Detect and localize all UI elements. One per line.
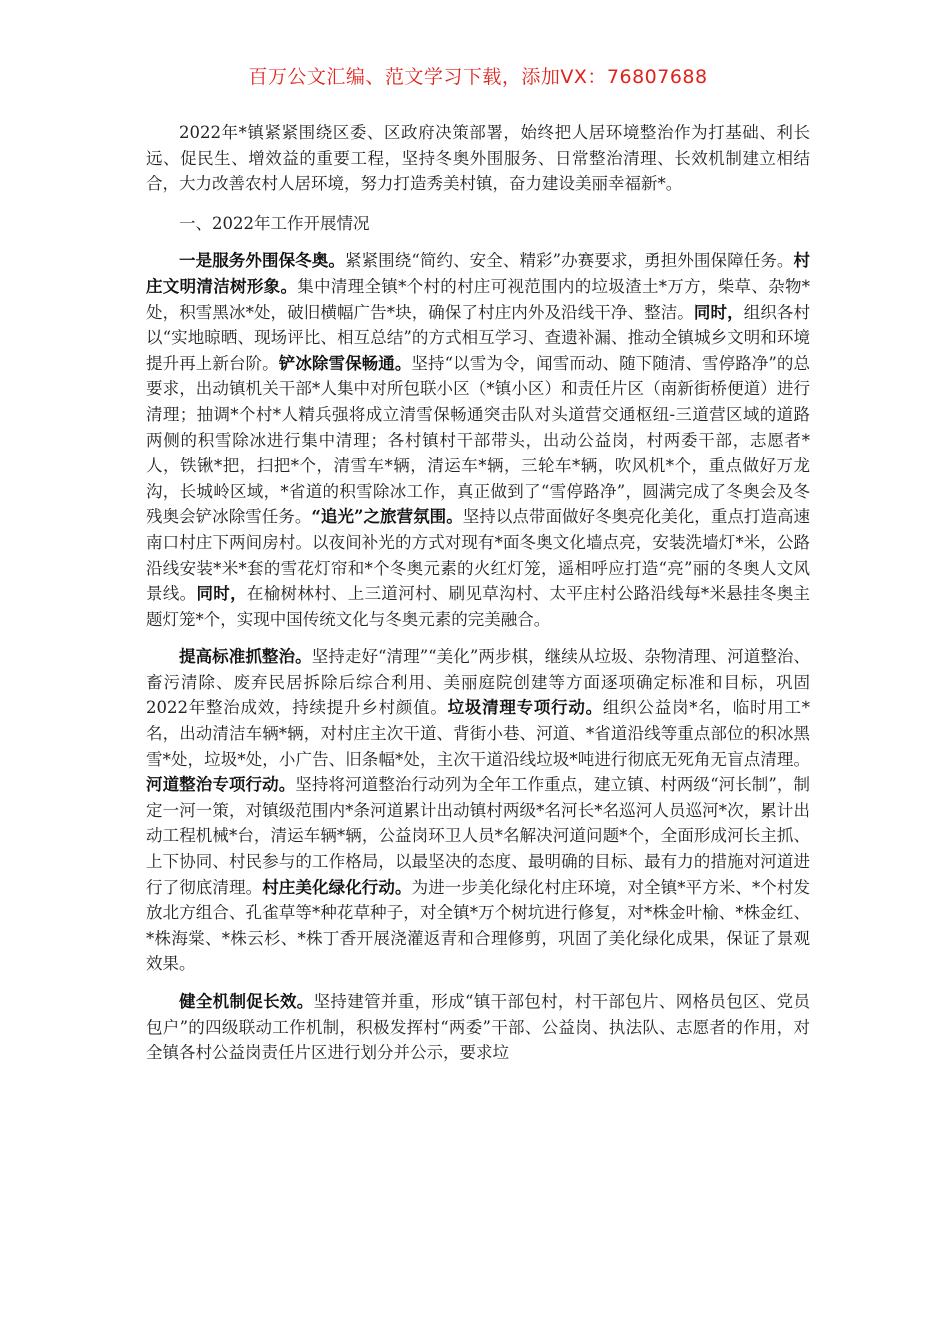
paragraph-text: 组织公益岗*名，临时用工*名，出动清洁车辆*辆，对村庄主次干道、背街小巷、河道、*省道沿线等重点部位的积冰黑雪*处，垃圾*处，小广告、旧条幅*处，主次干道沿线垃圾*吨进行彻底无死角无盲点清理。 xyxy=(146,698,811,769)
bold-lead-chasing-light: “追光”之旅营氛围。 xyxy=(311,507,463,527)
paragraph-long-term-mechanism xyxy=(146,989,810,1066)
bold-lead-snow-removal: 铲冰除雪保畅通。 xyxy=(278,353,412,373)
section-heading-2022-work: 一、2022年工作开展情况 xyxy=(179,213,370,233)
bold-lead-meanwhile-2: 同时， xyxy=(196,584,247,604)
paragraph-text: 组织各村以“实地晾晒、现场评比、相互总结”的方式相互学习、查遗补漏、推动全镇城乡文明和环境提升再上新台阶。 xyxy=(146,302,811,373)
paragraph-text: 集中清理全镇*个村的村庄可视范围内的垃圾渣土*万方，柴草、杂物*处，积雪黑冰*处，破旧横幅广告*块，确保了村庄内外及沿线干净、整洁。 xyxy=(146,276,811,322)
paragraph-text: 坚持“以雪为令，闻雪而动、随下随清、雪停路净”的总要求，出动镇机关干部*人集中对所包联小区（*镇小区）和责任片区（南新街桥便道）进行清理；抽调*个村*人精兵强将成立清雪保畅通突击队对头道营交通枢纽-三道营区域的道路两侧的积雪除冰进行集中清理；各村镇村干部带头，出动公益岗，村两委干部，志愿者*人，铁锹*把，扫把*个，清雪车*辆，清运车*辆，三轮车*辆，吹风机*个，重点做好万龙沟，长城岭区域，*省道的积雪除冰工作，真正做到了“雪停路净”，圆满完成了冬奥会及冬残奥会铲冰除雪任务。 xyxy=(146,353,811,527)
bold-lead-mechanism: 健全机制促长效。 xyxy=(179,992,314,1011)
intro-paragraph: 2022年*镇紧紧围绕区委、区政府决策部署，始终把人居环境整治作为打基础、利长远、促民生、增效益的重要工程，坚持冬奥外围服务、日常整治清理、长效机制建立相结合，大力改善农村人居环境，努力打造秀美村镇，奋力建设美丽幸福新*。 xyxy=(146,123,810,194)
paragraph-text: 坚持建管并重，形成“镇干部包村，村干部包片、网格员包区、党员包户”的四级联动工作机制，积极发挥村“两委”干部、公益岗、执法队、志愿者的作用，对全镇各村公益岗责任片区进行划分并公示，要求垃 xyxy=(146,992,810,1063)
bold-lead-village-cleaning: 村庄文明清洁树形象。 xyxy=(146,251,811,296)
bold-lead-winter-olympics: 一是服务外围保冬奥。 xyxy=(179,251,345,271)
bold-lead-raise-standards: 提高标准抓整治。 xyxy=(179,647,312,667)
bold-lead-river-remediation: 河道整治专项行动。 xyxy=(146,775,296,795)
paragraph-text: 紧紧围绕“简约、安全、精彩”办赛要求，勇担外围保障任务。 xyxy=(344,251,794,271)
bold-lead-garbage-cleanup: 垃圾清理专项行动。 xyxy=(447,698,603,718)
paragraph-text: 在榆树林村、上三道河村、刷见草沟村、太平庄村公路沿线每*米悬挂冬奥主题灯笼*个，实现中国传统文化与冬奥元素的完美融合。 xyxy=(146,584,811,629)
paragraph-winter-olympics-service xyxy=(146,248,810,632)
bold-lead-meanwhile: 同时， xyxy=(693,302,744,322)
download-banner: 百万公文汇编、范文学习下载，添加VX：76807688 xyxy=(248,66,708,88)
paragraph-text: 坚持将河道整治行动列为全年工作重点，建立镇、村两级“河长制”，制定一河一策，对镇级范围内*条河道累计出动镇村两级*名河长*名巡河人员巡河*次，累计出动工程机械*台，清运车辆*辆，公益岗环卫人员*名解决河道问题*个，全面形成河长主抓、上下协同、村民参与的工作格局，以最坚决的态度、最明确的目标、最有力的措施对河道进行了彻底清理。 xyxy=(146,775,811,897)
paragraph-text: 坚持走好“清理”“美化”两步棋，继续从垃圾、杂物清理、河道整治、畜污清除、废弃民居拆除后综合利用、美丽庭院创建等方面逐项确定标准和目标，巩固2022年整治成效，持续提升乡村颜值。 xyxy=(146,647,810,718)
paragraph-text: 坚持以点带面做好冬奥亮化美化，重点打造高速南口村庄下两间房村。以夜间补光的方式对现有*面冬奥文化墙点亮，安装洗墙灯*米，公路沿线安装*米*套的雪花灯帘和*个冬奥元素的火红灯笼，遥相呼应打造“亮”丽的冬奥人文风景线。 xyxy=(146,507,811,604)
paragraph-raise-standards xyxy=(146,644,810,977)
bold-lead-greening: 村庄美化绿化行动。 xyxy=(262,877,412,897)
paragraph-text: 为进一步美化绿化村庄环境，对全镇*平方米、*个村发放北方组合、孔雀草等*种花草种子，对全镇*万个树坑进行修复，对*株金叶榆、*株金红、*株海棠、*株云杉、*株丁香开展浇灌返青和合理修剪，巩固了美化绿化成果，保证了景观效果。 xyxy=(146,877,811,974)
